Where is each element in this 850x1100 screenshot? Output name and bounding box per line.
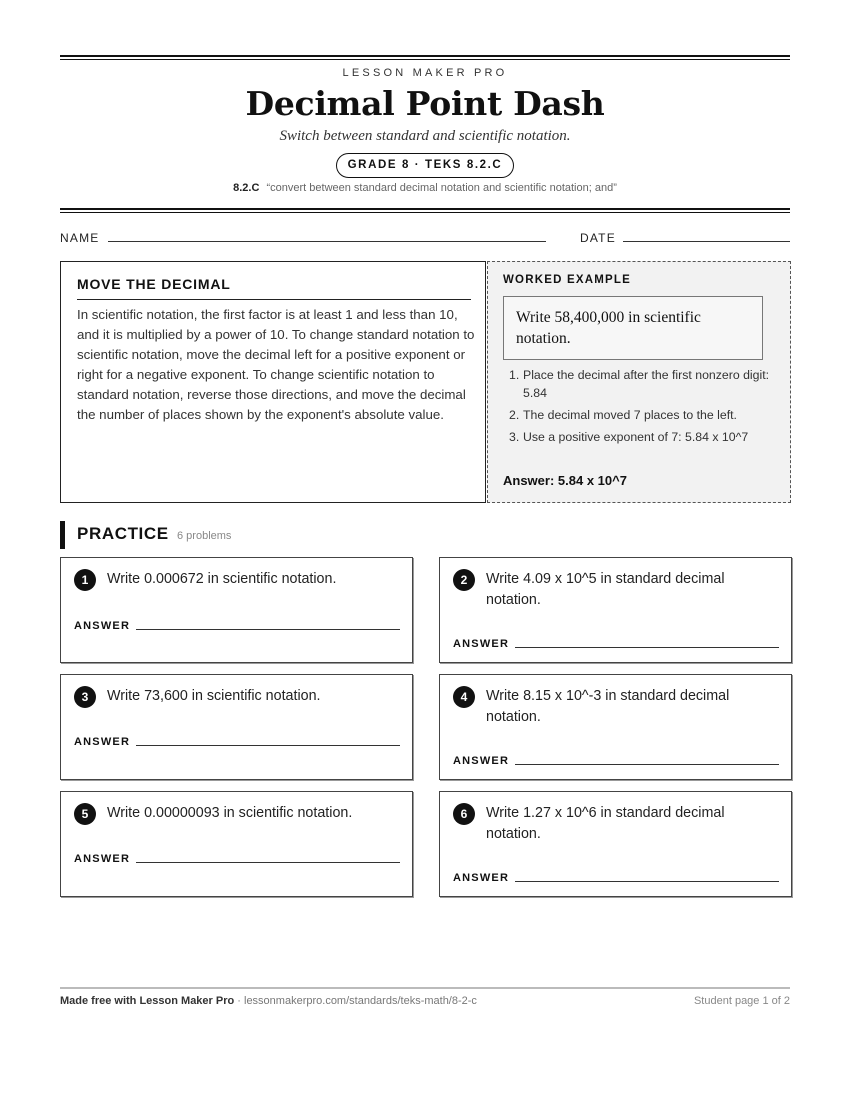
name-field[interactable] [108,241,546,242]
answer-label: ANSWER [453,755,510,767]
problem-card-4 [439,674,792,780]
problem-number: 1 [74,569,96,591]
footer-credit [60,995,477,1007]
answer-field[interactable] [136,745,400,746]
grade-badge: GRADE 8 · TEKS 8.2.C [336,153,514,178]
problem-number: 4 [453,686,475,708]
worked-example-box [487,261,791,503]
standard-description [60,182,790,194]
explanation-divider [77,299,471,300]
problem-number: 2 [453,569,475,591]
problem-number: 6 [453,803,475,825]
problem-prompt: Write 1.27 x 10^6 in standard decimal notation. [486,805,725,842]
worksheet-page [60,0,790,1100]
answer-field[interactable] [515,764,779,765]
footer-made-with: Made free with Lesson Maker Pro [60,995,235,1007]
footer-page-number: Student page 1 of 2 [693,995,790,1007]
answer-label: ANSWER [74,853,131,865]
practice-heading: PRACTICE [77,524,169,543]
answer-label: ANSWER [453,638,510,650]
worked-example-step: 2. The decimal moved 7 places to the left. [509,408,737,422]
practice-count: 6 problems [177,530,232,542]
problem-card-2 [439,557,792,663]
answer-field[interactable] [136,629,400,630]
answer-field[interactable] [515,647,779,648]
worked-example-answer: Answer: 5.84 x 10^7 [503,473,627,488]
worked-example-step: 3. Use a positive exponent of 7: 5.84 x 10^7 [509,430,749,444]
worked-example-heading: WORKED EXAMPLE [503,274,631,286]
header-top-rule [60,55,790,60]
header-bottom-rule [60,208,790,213]
problem-number: 5 [74,803,96,825]
answer-field[interactable] [515,881,779,882]
date-label: DATE [580,231,616,245]
brand-name: LESSON MAKER PRO [342,67,508,79]
answer-field[interactable] [136,862,400,863]
problem-prompt: Write 4.09 x 10^5 in standard decimal notation. [486,571,725,608]
standard-code: 8.2.C [233,182,260,194]
answer-label: ANSWER [453,872,510,884]
standard-text: “convert between standard decimal notation and scientific notation; and” [266,182,617,194]
page-subtitle: Switch between standard and scientific notation. [279,128,571,144]
problem-card-1 [60,557,413,663]
worked-example-prompt: Write 58,400,000 in scientific notation. [503,296,763,360]
explanation-heading: MOVE THE DECIMAL [77,276,231,292]
worked-example-step: 1. Place the decimal after the first nonzero digit: 5.84 [509,368,770,400]
answer-label: ANSWER [74,736,131,748]
problem-prompt: Write 0.00000093 in scientific notation. [107,805,353,821]
name-label: NAME [60,231,100,245]
problem-prompt: Write 8.15 x 10^-3 in standard decimal notation. [486,688,730,725]
explanation-text: In scientific notation, the first factor is at least 1 and less than 10, and it is multiplied by a power of 10. To change standard notation to scientific notation, move the decimal left for a positive exponent or right for a negative exponent. To change scientific notation to standard notation, reverse those directions, and move the decimal the number of places shown by the exponent's absolute value. [77,307,475,422]
problem-card-5 [60,791,413,897]
answer-label: ANSWER [74,620,131,632]
problem-card-3 [60,674,413,780]
explanation-box [60,261,486,503]
problem-prompt: Write 73,600 in scientific notation. [107,688,321,704]
page-title: Decimal Point Dash [245,84,605,123]
practice-accent-bar [60,521,65,549]
footer-separator: · [234,995,244,1007]
worked-example-steps [503,366,783,450]
problem-number: 3 [74,686,96,708]
problem-card-6 [439,791,792,897]
footer-url[interactable]: lessonmakerpro.com/standards/teks-math/8-2-c [244,995,477,1007]
footer-rule [60,987,790,989]
problem-prompt: Write 0.000672 in scientific notation. [107,571,337,587]
date-field[interactable] [623,241,790,242]
